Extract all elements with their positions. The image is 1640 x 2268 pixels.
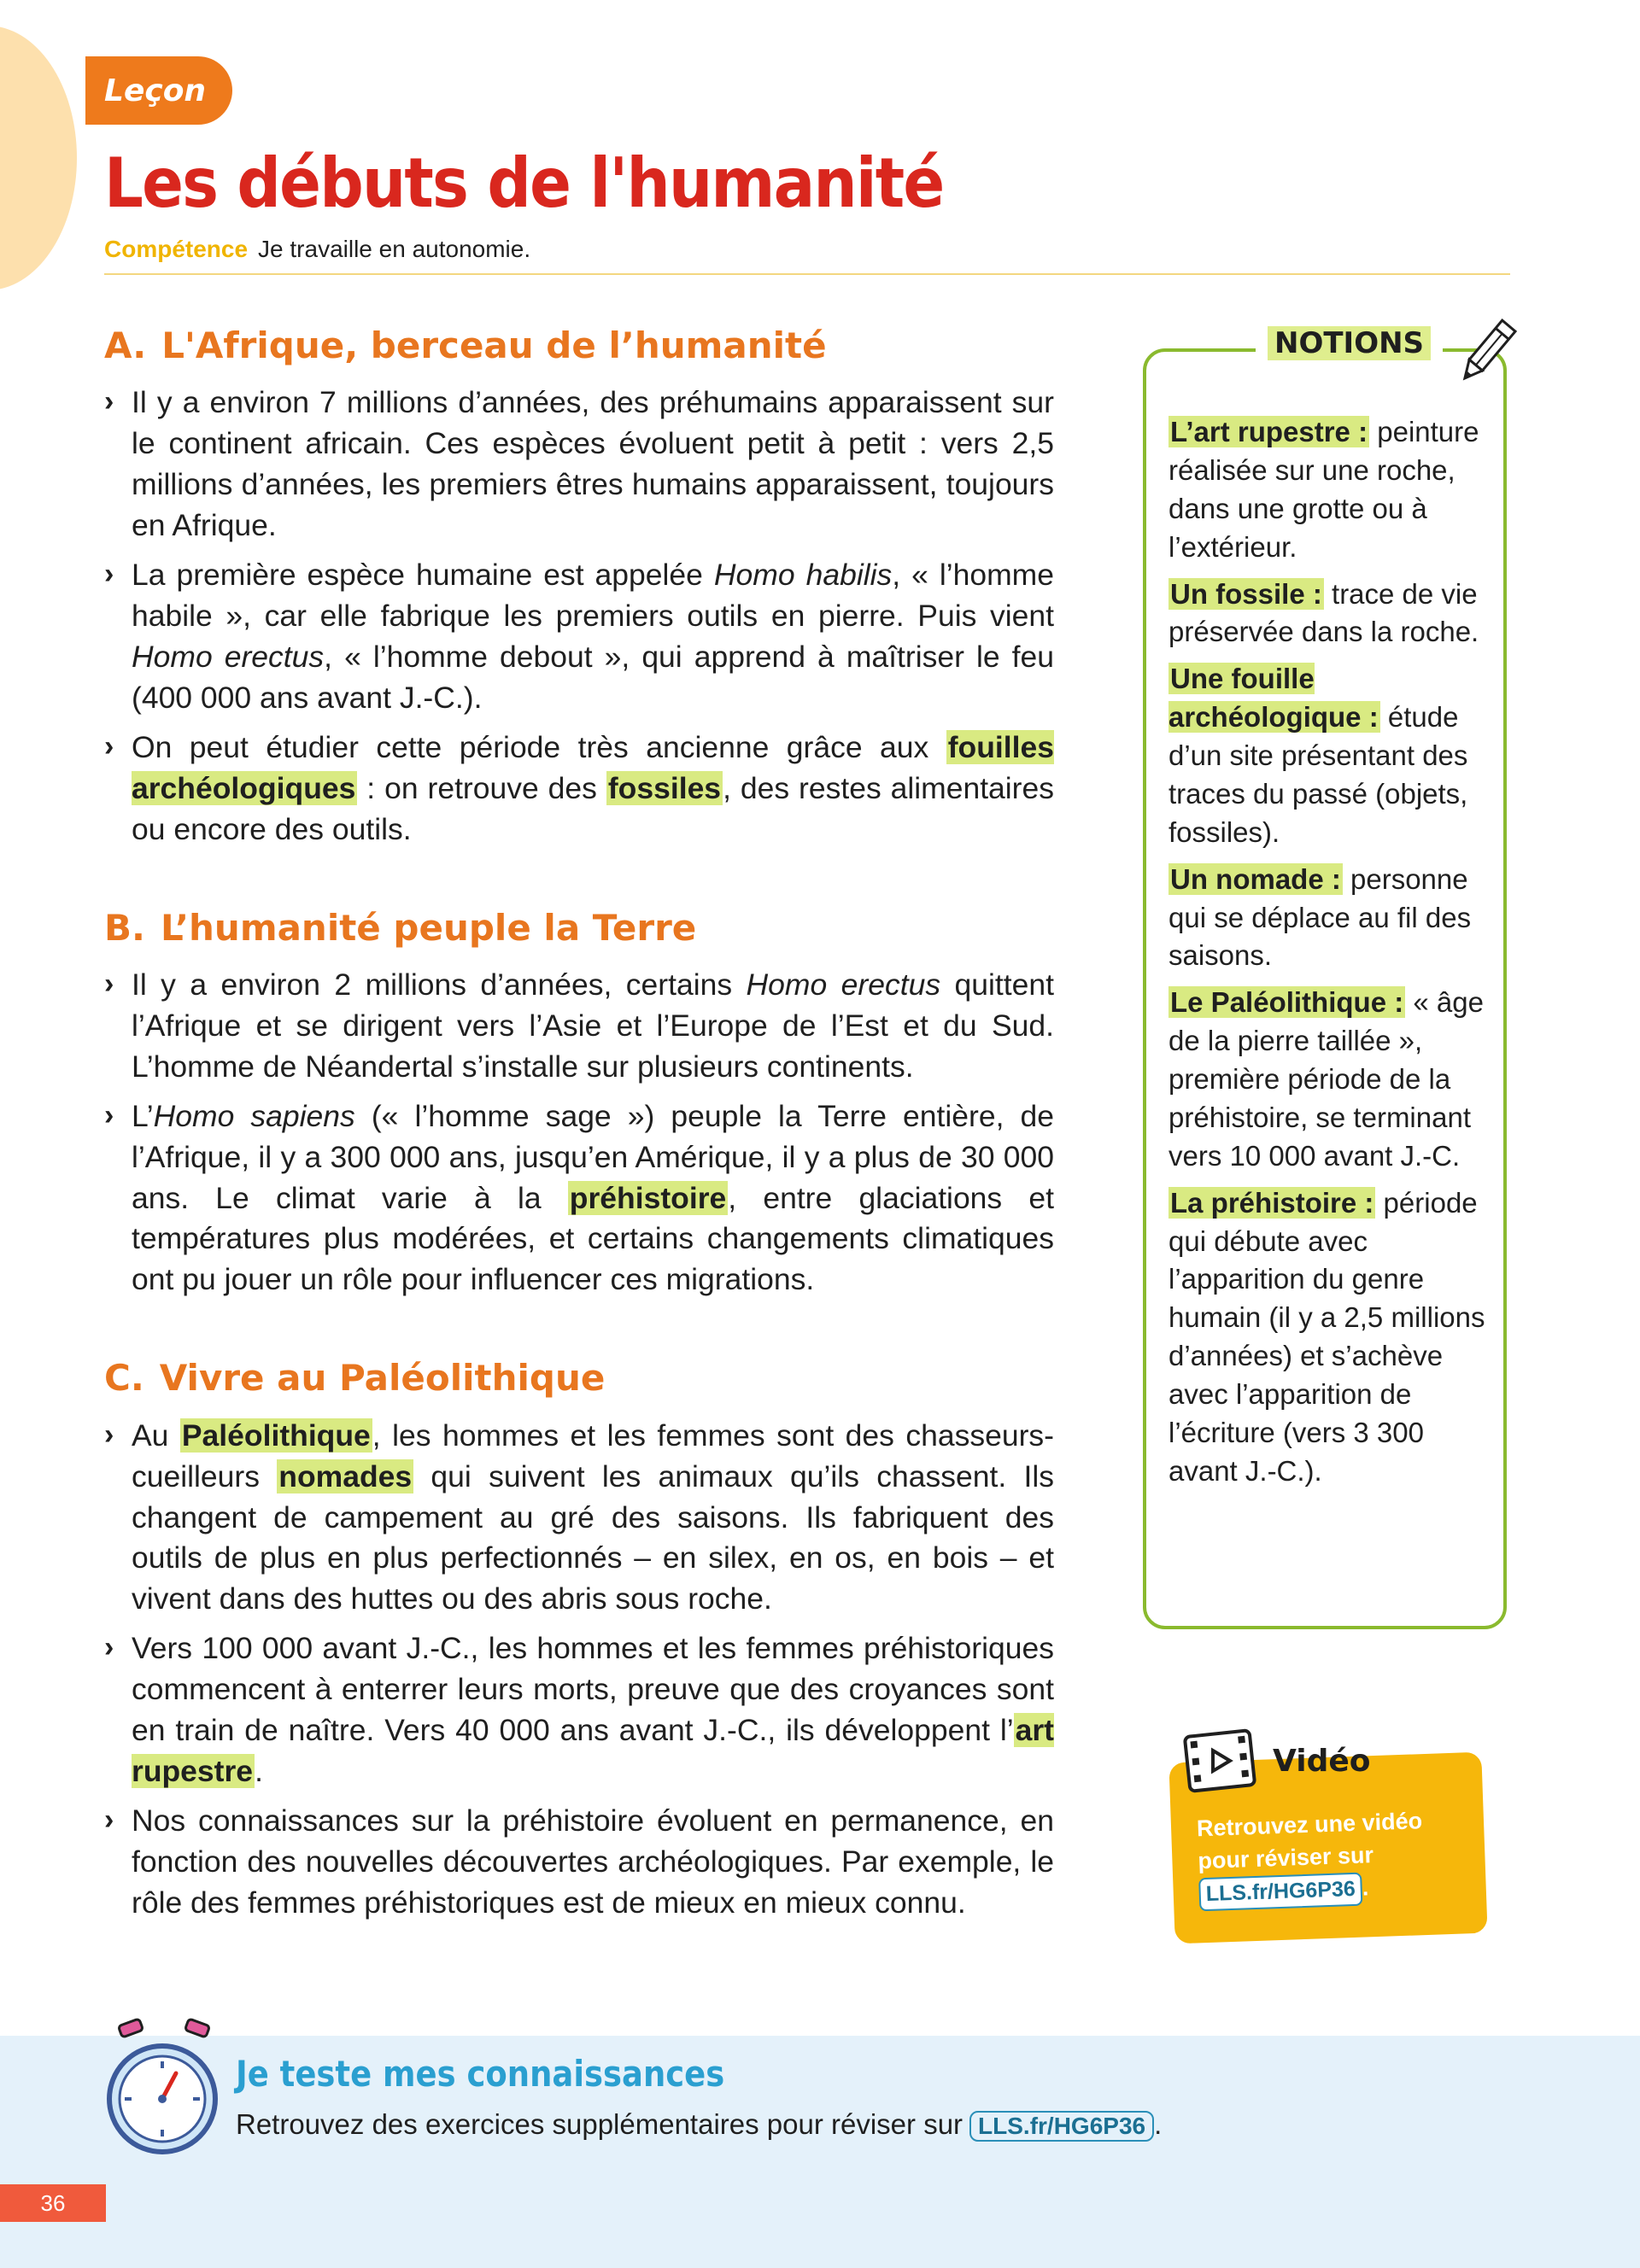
lesson-body xyxy=(104,324,1054,1932)
header-divider xyxy=(104,273,1510,275)
notions-list xyxy=(1168,413,1493,1499)
page-number: 36 xyxy=(0,2184,106,2222)
lesson-tag: Leçon xyxy=(85,56,232,125)
stopwatch-icon xyxy=(101,2014,229,2159)
notion-item: Une fouille archéologique : étude d’un site présentant des traces du passé (objets, fossiles). xyxy=(1168,663,1468,848)
paragraph: › Au Paléolithique, les hommes et les femmes sont des chasseurs-cueilleurs nomades qui suivent les animaux qu’ils chassent. Ils changent de campement au gré des saisons. Ils fabriquent des outils de plus en plus perfectionnés – en silex, en os, en bois – et vivent dans des huttes ou des abris sous roche. xyxy=(104,1418,1054,1616)
paragraph: › Nos connaissances sur la préhistoire évoluent en permanence, en fonction des nouvelles découvertes archéologiques. Par exemple, le rôle des femmes préhistoriques est de mieux en mieux connu. xyxy=(104,1803,1054,1920)
competence-line xyxy=(104,236,530,263)
test-link[interactable]: LLS.fr/HG6P36 xyxy=(969,2111,1154,2142)
paragraph: › On peut étudier cette période très ancienne grâce aux fouilles archéologiques : on retrouve des fossiles, des restes alimentaires ou encore des outils. xyxy=(104,729,1055,846)
keyword-highlight: fouilles archéologiques xyxy=(132,729,1054,805)
decorative-circle xyxy=(0,26,77,290)
video-card[interactable]: Retrouvez une vidéo pour réviser sur LLS.fr/HG6P36 . xyxy=(1168,1752,1487,1944)
notion-item: L’art rupestre : peinture réalisée sur une roche, dans une grotte ou à l’extérieur. xyxy=(1168,416,1479,563)
keyword-highlight: art rupestre xyxy=(132,1713,1054,1789)
video-link[interactable]: LLS.fr/HG6P36 xyxy=(1198,1872,1362,1911)
notion-item: Le Paléolithique : « âge de la pierre taillée », première période de la préhistoire, se terminant vers 10 000 avant J.-C. xyxy=(1168,986,1484,1172)
competence-label: Compétence xyxy=(104,236,249,262)
keyword-highlight: nomades xyxy=(278,1458,413,1493)
video-header xyxy=(1182,1721,1371,1800)
keyword-highlight: Paléolithique xyxy=(181,1418,371,1453)
notion-item: Un nomade : personne qui se déplace au fil des saisons. xyxy=(1168,862,1472,972)
section-b-title: B. L’humanité peuple la Terre xyxy=(104,906,697,949)
paragraph: › Vers 100 000 avant J.-C., les hommes et les femmes préhistoriques commencent à enterrer leurs morts, preuve que des croyances sont en train de naître. Vers 40 000 ans avant J.-C., ils développent l’art rupestre. xyxy=(104,1631,1054,1789)
paragraph: › La première espèce humaine est appelée Homo habilis, « l’homme habile », car elle fabrique les premiers outils en pierre. Puis vient Homo erectus, « l’homme debout », qui apprend à maîtriser le feu (400 000 ans avant J.-C.). xyxy=(104,558,1054,715)
competence-text: Je travaille en autonomie. xyxy=(258,236,531,262)
paragraph: › Il y a environ 2 millions d’années, certains Homo erectus quittent l’Afrique et se dirigent vers l’Asie et l’Europe de l’Est et du Sud. L’homme de Néandertal s’installe sur plusieurs continents. xyxy=(104,967,1054,1084)
test-title: Je teste mes connaissances xyxy=(236,2053,725,2095)
notion-item: Un fossile : trace de vie préservée dans la roche. xyxy=(1168,577,1479,648)
pencil-icon xyxy=(1452,314,1520,391)
video-label: Vidéo xyxy=(1273,1743,1371,1779)
paragraph: › L’Homo sapiens (« l’homme sage ») peuple la Terre entière, de l’Afrique, il y a 300 000 ans, jusqu’en Amérique, il y a plus de 30 000 ans. Le climat varie à la préhistoire, entre glaciations et températures plus modérées, et certains changements climatiques ont pu jouer un rôle pour influencer ces migrations. xyxy=(104,1098,1054,1297)
keyword-highlight: fossiles xyxy=(607,770,722,805)
section-a-title: A. L'Afrique, berceau de l’humanité xyxy=(104,324,827,366)
notion-item: La préhistoire : période qui débute avec l’apparition du genre humain (il y a 2,5 millions d’années) et s’achève avec l’apparition de l’écriture (vers 3 300 avant J.-C.). xyxy=(1168,1186,1485,1487)
keyword-highlight: préhistoire xyxy=(569,1180,727,1215)
paragraph: › Il y a environ 7 millions d’années, des préhumains apparaissent sur le continent africain. Ces espèces évoluent petit à petit : vers 2,5 millions d’années, les premiers êtres humains apparaissent, toujours en Afrique. xyxy=(104,385,1054,543)
test-text: Retrouvez des exercices supplémentaires pour réviser sur LLS.fr/HG6P36 . xyxy=(236,2108,1163,2140)
page-title: Les débuts de l'humanité xyxy=(104,143,944,223)
section-c-title: C. Vivre au Paléolithique xyxy=(104,1357,606,1400)
video-text: Retrouvez une vidéo pour réviser sur xyxy=(1196,1808,1423,1874)
notions-title: NOTIONS xyxy=(1256,326,1443,360)
video-film-icon xyxy=(1182,1721,1264,1800)
